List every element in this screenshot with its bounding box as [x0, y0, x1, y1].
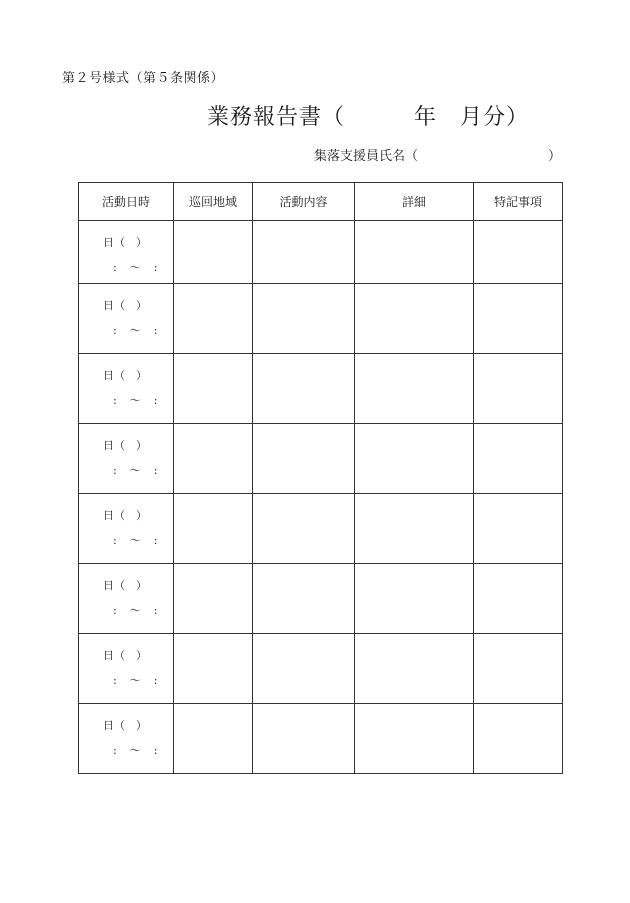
patrol-area-cell[interactable] [174, 634, 253, 704]
date-placeholder: 日（ ） [103, 509, 147, 522]
special-notes-cell[interactable] [474, 704, 563, 774]
patrol-area-cell[interactable] [174, 221, 253, 284]
patrol-area-cell[interactable] [174, 494, 253, 564]
activity-content-cell[interactable] [253, 564, 355, 634]
date-placeholder: 日（ ） [103, 369, 147, 382]
special-notes-cell[interactable] [474, 284, 563, 354]
time-range-placeholder: : ～ : [113, 261, 159, 274]
time-range-placeholder: : ～ : [113, 394, 159, 407]
details-cell[interactable] [355, 354, 474, 424]
time-range-placeholder: : ～ : [113, 534, 159, 547]
activity-content-cell[interactable] [253, 284, 355, 354]
activity-content-cell[interactable] [253, 221, 355, 284]
table-row [79, 494, 563, 564]
special-notes-cell[interactable] [474, 221, 563, 284]
date-placeholder: 日（ ） [103, 439, 147, 452]
patrol-area-cell[interactable] [174, 424, 253, 494]
details-cell[interactable] [355, 221, 474, 284]
table-row [79, 704, 563, 774]
special-notes-cell[interactable] [474, 494, 563, 564]
page-title: 業務報告書（ 年 月分） [207, 105, 530, 130]
time-range-placeholder: : ～ : [113, 464, 159, 477]
header-patrol-area: 巡回地域 [174, 183, 253, 221]
patrol-area-cell[interactable] [174, 564, 253, 634]
support-staff-name-line: 集落支援員氏名（ ） [314, 149, 562, 164]
special-notes-cell[interactable] [474, 424, 563, 494]
activity-report-table [78, 182, 563, 774]
activity-content-cell[interactable] [253, 354, 355, 424]
datetime-cell [79, 354, 174, 424]
date-placeholder: 日（ ） [103, 299, 147, 312]
header-activity-datetime: 活動日時 [79, 183, 174, 221]
details-cell[interactable] [355, 634, 474, 704]
datetime-cell [79, 284, 174, 354]
table-row [79, 284, 563, 354]
details-cell[interactable] [355, 424, 474, 494]
header-details: 詳細 [355, 183, 474, 221]
table-header-row [79, 183, 563, 221]
activity-content-cell[interactable] [253, 494, 355, 564]
time-range-placeholder: : ～ : [113, 604, 159, 617]
activity-content-cell[interactable] [253, 704, 355, 774]
form-number: 第２号様式（第５条関係） [62, 71, 225, 86]
table-row [79, 354, 563, 424]
special-notes-cell[interactable] [474, 564, 563, 634]
table-row [79, 634, 563, 704]
special-notes-cell[interactable] [474, 354, 563, 424]
datetime-cell [79, 494, 174, 564]
datetime-cell [79, 634, 174, 704]
table-row [79, 424, 563, 494]
date-placeholder: 日（ ） [103, 719, 147, 732]
special-notes-cell[interactable] [474, 634, 563, 704]
header-special-notes: 特記事項 [474, 183, 563, 221]
time-range-placeholder: : ～ : [113, 674, 159, 687]
header-activity-content: 活動内容 [253, 183, 355, 221]
patrol-area-cell[interactable] [174, 284, 253, 354]
details-cell[interactable] [355, 564, 474, 634]
details-cell[interactable] [355, 284, 474, 354]
table-row [79, 564, 563, 634]
activity-content-cell[interactable] [253, 634, 355, 704]
details-cell[interactable] [355, 704, 474, 774]
datetime-cell [79, 424, 174, 494]
details-cell[interactable] [355, 494, 474, 564]
date-placeholder: 日（ ） [103, 579, 147, 592]
datetime-cell [79, 704, 174, 774]
date-placeholder: 日（ ） [103, 236, 147, 249]
activity-content-cell[interactable] [253, 424, 355, 494]
patrol-area-cell[interactable] [174, 704, 253, 774]
patrol-area-cell[interactable] [174, 354, 253, 424]
time-range-placeholder: : ～ : [113, 324, 159, 337]
time-range-placeholder: : ～ : [113, 744, 159, 757]
datetime-cell [79, 564, 174, 634]
datetime-cell [79, 221, 174, 284]
table-row [79, 221, 563, 284]
date-placeholder: 日（ ） [103, 649, 147, 662]
